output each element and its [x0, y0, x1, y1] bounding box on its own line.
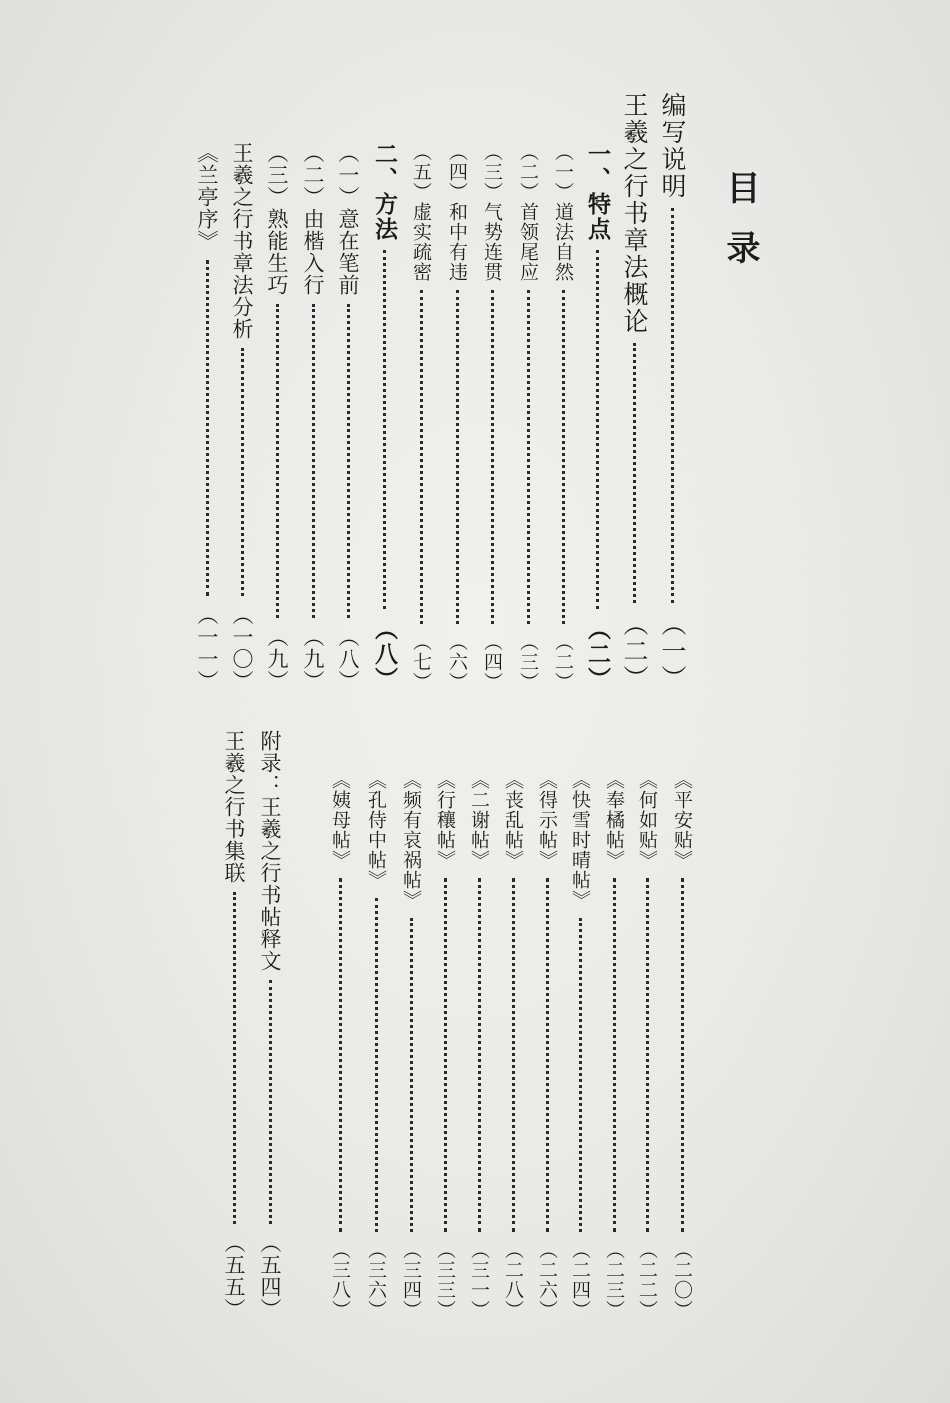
- toc-entry-label: 《丧乱帖》: [502, 770, 524, 870]
- toc-entry-page: （一〇）: [230, 604, 254, 692]
- toc-entry-page: （九）: [301, 626, 325, 692]
- leader-dots: [339, 878, 342, 1232]
- toc-entry[interactable]: [391, 770, 431, 1320]
- toc-entry-page: （三三）: [434, 1240, 456, 1320]
- leader-dots: [410, 918, 413, 1232]
- toc-entry-page: （五四）: [258, 1232, 282, 1320]
- toc-entry[interactable]: [662, 770, 702, 1320]
- leader-dots: [596, 250, 599, 609]
- leader-dots: [546, 878, 549, 1232]
- leader-dots: [375, 898, 378, 1232]
- toc-entry[interactable]: [472, 142, 512, 692]
- toc-entry[interactable]: [493, 770, 533, 1320]
- toc-entry-label: 《二谢帖》: [468, 770, 490, 870]
- leader-dots: [562, 290, 565, 624]
- toc-entry[interactable]: [214, 730, 254, 1320]
- toc-entry-label: （二）由楷入行: [301, 142, 325, 296]
- toc-entry-page: （九）: [265, 626, 289, 692]
- toc-entry-label: 附录：王羲之行书帖释文: [258, 730, 282, 972]
- toc-entry-page: （二三）: [603, 1240, 625, 1320]
- toc-entry-label: 《频有哀祸帖》: [400, 770, 422, 910]
- leader-dots: [512, 878, 515, 1232]
- toc-entry-label: 《孔侍中帖》: [365, 770, 387, 890]
- toc-entry-page: （三四）: [400, 1240, 422, 1320]
- toc-entry[interactable]: [320, 770, 360, 1320]
- leader-dots: [478, 878, 481, 1232]
- toc-entry[interactable]: [187, 142, 227, 692]
- toc-entry[interactable]: [594, 770, 634, 1320]
- toc-entry-label: 二、方法: [371, 142, 398, 242]
- leader-dots: [383, 250, 386, 609]
- toc-entry-page: （二四）: [569, 1240, 591, 1320]
- toc-entry-page: （八）: [336, 626, 360, 692]
- toc-entry-page: （三六）: [365, 1240, 387, 1320]
- toc-entry[interactable]: [356, 770, 396, 1320]
- toc-entry-label: 《得示帖》: [536, 770, 558, 870]
- toc-entry-label: （二）首领尾应: [517, 142, 539, 282]
- toc-entry-page: （二〇）: [671, 1240, 693, 1320]
- leader-dots: [444, 878, 447, 1232]
- toc-entry[interactable]: [328, 142, 368, 692]
- toc-entry-label: 《姨母帖》: [329, 770, 351, 870]
- toc-entry-page: （八）: [371, 617, 398, 692]
- toc-entry-page: （一）: [658, 611, 687, 692]
- leader-dots: [646, 878, 649, 1232]
- toc-entry-label: 《平安贴》: [671, 770, 693, 870]
- toc-entry[interactable]: [614, 92, 654, 692]
- toc-entry-page: （二）: [584, 617, 611, 692]
- toc-section[interactable]: [577, 142, 617, 692]
- leader-dots: [206, 260, 209, 596]
- leader-dots: [312, 304, 315, 618]
- toc-entry-label: 一、特点: [584, 142, 611, 242]
- toc-entry[interactable]: [437, 142, 477, 692]
- toc-entry-label: （三）熟能生巧: [265, 142, 289, 296]
- toc-entry-page: （二六）: [536, 1240, 558, 1320]
- toc-entry[interactable]: [401, 142, 441, 692]
- toc-entry[interactable]: [508, 142, 548, 692]
- toc-entry-page: （四）: [481, 632, 503, 692]
- leader-dots: [681, 878, 684, 1232]
- toc-entry[interactable]: [527, 770, 567, 1320]
- toc-entry-label: （一）意在笔前: [336, 142, 360, 296]
- toc-entry[interactable]: [250, 730, 290, 1320]
- toc-entry[interactable]: [543, 142, 583, 692]
- toc-entry-label: （五）虚实疏密: [410, 142, 432, 282]
- leader-dots: [579, 918, 582, 1232]
- toc-entry-label: 王羲之行书集联: [222, 730, 246, 884]
- toc-entry-page: （三八）: [329, 1240, 351, 1320]
- toc-entry[interactable]: [293, 142, 333, 692]
- leader-dots: [276, 304, 279, 618]
- leader-dots: [671, 208, 674, 603]
- leader-dots: [491, 290, 494, 624]
- toc-entry-label: 《行穰帖》: [434, 770, 456, 870]
- toc-entry[interactable]: [459, 770, 499, 1320]
- leader-dots: [613, 878, 616, 1232]
- toc-entry[interactable]: [257, 142, 297, 692]
- leader-dots: [269, 980, 272, 1224]
- toc-entry[interactable]: [222, 142, 262, 692]
- toc-entry[interactable]: [652, 92, 692, 692]
- toc-entry-label: 王羲之行书章法分析: [230, 142, 254, 340]
- toc-entry-page: （二二）: [636, 1240, 658, 1320]
- toc-entry-page: （二八）: [502, 1240, 524, 1320]
- page-title: 目录: [720, 170, 760, 290]
- toc-entry-label: 王羲之行书章法概论: [620, 92, 649, 335]
- toc-entry-label: 《何如贴》: [636, 770, 658, 870]
- toc-entry-label: （一）道法自然: [552, 142, 574, 282]
- leader-dots: [241, 348, 244, 596]
- toc-entry-page: （二）: [552, 632, 574, 692]
- leader-dots: [420, 290, 423, 624]
- toc-entry-page: （三一）: [468, 1240, 490, 1320]
- leader-dots: [233, 892, 236, 1224]
- toc-entry[interactable]: [425, 770, 465, 1320]
- toc-entry-label: （四）和中有违: [446, 142, 468, 282]
- toc-entry-page: （七）: [410, 632, 432, 692]
- toc-entry-label: 《兰亭序》: [195, 142, 219, 252]
- leader-dots: [527, 290, 530, 624]
- toc-entry-page: （二）: [620, 611, 649, 692]
- leader-dots: [347, 304, 350, 618]
- toc-entry-label: 编写说明: [658, 92, 687, 200]
- toc-entry-page: （一一）: [195, 604, 219, 692]
- toc-entry-label: 《奉橘帖》: [603, 770, 625, 870]
- toc-entry-label: （三）气势连贯: [481, 142, 503, 282]
- toc-entry-label: 《快雪时晴帖》: [569, 770, 591, 910]
- leader-dots: [456, 290, 459, 624]
- leader-dots: [633, 343, 636, 603]
- toc-entry-page: （六）: [446, 632, 468, 692]
- toc-section[interactable]: [364, 142, 404, 692]
- toc-entry-page: （三）: [517, 632, 539, 692]
- toc-entry-page: （五五）: [222, 1232, 246, 1320]
